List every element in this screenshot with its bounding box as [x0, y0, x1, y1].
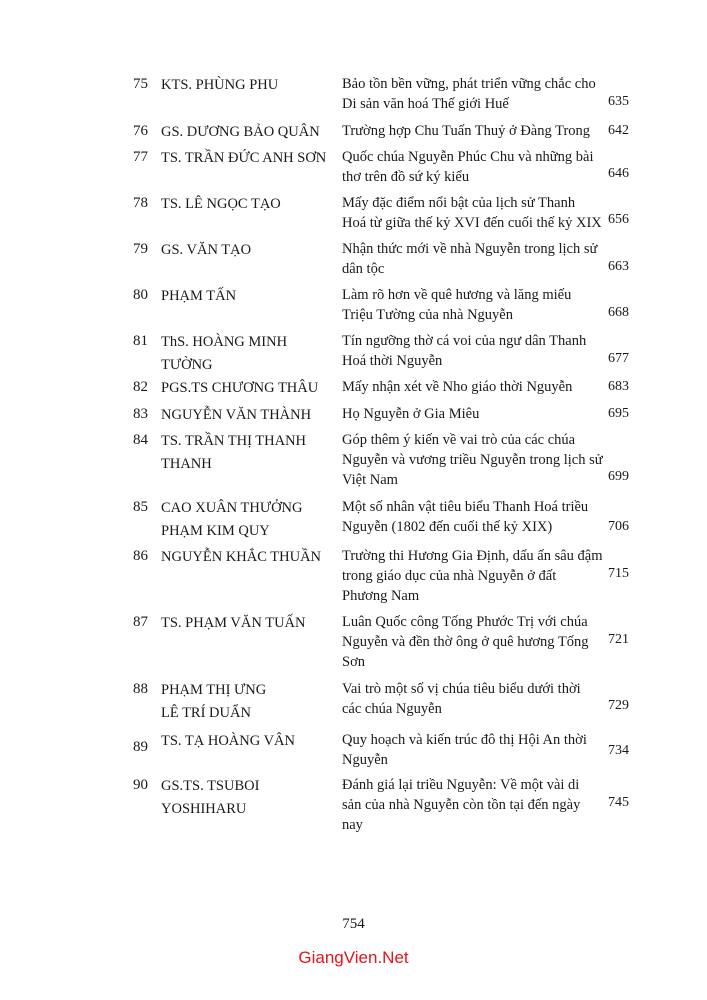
- entry-author: [161, 775, 331, 821]
- author-line: GS.TS. TSUBOI: [161, 778, 260, 794]
- title-line: Nhận thức mới về nhà Nguyễn trong lịch sử: [342, 241, 598, 257]
- entry-author: [161, 121, 331, 144]
- title-line: Nguyễn và vương triều Nguyễn trong lịch sử: [342, 452, 603, 468]
- entry-author: [161, 497, 331, 543]
- entry-number: 76: [133, 123, 148, 139]
- entry-page: 646: [608, 166, 629, 181]
- entry-title: [342, 679, 587, 719]
- entry-title: [342, 74, 596, 114]
- entry-title: [342, 285, 587, 325]
- entry-number: 86: [133, 548, 148, 564]
- title-line: Việt Nam: [342, 472, 398, 488]
- entry-title: [342, 497, 587, 537]
- entry-author: [161, 679, 331, 725]
- entry-page: 663: [608, 259, 629, 274]
- entry-title: [342, 612, 587, 672]
- title-line: Hoá từ giữa thế kỷ XVI đến cuối thế kỷ XIX: [342, 215, 602, 231]
- entry-number: 82: [133, 379, 148, 395]
- author-line: LÊ TRÍ DUẨN: [161, 705, 251, 721]
- title-line: Phương Nam: [342, 588, 420, 604]
- title-line: Quy hoạch và kiến trúc đô thị Hội An thời: [342, 732, 587, 748]
- author-line: PGS.TS CHƯƠNG THÂU: [161, 380, 319, 396]
- author-line: TS. PHẠM VĂN TUẤN: [161, 615, 306, 631]
- entry-number: 79: [133, 241, 148, 257]
- entry-page: 721: [608, 632, 629, 647]
- entry-author: [161, 730, 331, 753]
- entry-page: 677: [608, 351, 629, 366]
- title-line: Quốc chúa Nguyễn Phúc Chu và những bài: [342, 149, 594, 165]
- title-line: Di sản văn hoá Thế giới Huế: [342, 96, 509, 112]
- author-line: TS. TRẦN ĐỨC ANH SƠN: [161, 150, 327, 166]
- entry-number: 90: [133, 777, 148, 793]
- entry-author: [161, 285, 331, 308]
- author-line: PHẠM KIM QUY: [161, 523, 270, 539]
- title-line: Sơn: [342, 654, 365, 670]
- entry-title: [342, 147, 594, 187]
- entry-page: 642: [608, 123, 629, 138]
- entry-author: [161, 193, 331, 216]
- author-line: TS. TRẦN THỊ THANH: [161, 433, 307, 449]
- entry-author: [161, 430, 331, 476]
- author-line: TS. TẠ HOÀNG VÂN: [161, 733, 295, 749]
- entry-number: 83: [133, 406, 148, 422]
- author-line: TS. LÊ NGỌC TẠO: [161, 196, 281, 212]
- title-line: Trường thi Hương Gia Định, dấu ấn sâu đậm: [342, 548, 603, 564]
- author-line: KTS. PHÙNG PHU: [161, 77, 279, 93]
- entry-page: 656: [608, 212, 629, 227]
- entry-page: 715: [608, 566, 629, 581]
- entry-author: [161, 239, 331, 262]
- author-line: YOSHIHARU: [161, 801, 247, 817]
- author-line: TƯỜNG: [161, 357, 213, 373]
- entry-page: 734: [608, 743, 629, 758]
- entry-author: [161, 331, 331, 377]
- entry-number: 81: [133, 333, 148, 349]
- title-line: sản của nhà Nguyễn còn tồn tại đến ngày: [342, 797, 581, 813]
- author-line: PHẠM THỊ ƯNG: [161, 682, 267, 698]
- title-line: Bảo tồn bền vững, phát triển vững chắc cho: [342, 76, 596, 92]
- title-line: Làm rõ hơn về quê hương và lăng miếu: [342, 287, 572, 303]
- author-line: NGUYỄN VĂN THÀNH: [161, 407, 312, 423]
- title-line: thơ trên đồ sứ ký kiểu: [342, 169, 470, 185]
- entry-page: 635: [608, 94, 629, 109]
- title-line: Nguyễn và đền thờ ông ở quê hương Tống: [342, 634, 589, 650]
- entry-author: [161, 74, 331, 97]
- entry-page: 729: [608, 698, 629, 713]
- title-line: Góp thêm ý kiến về vai trò của các chúa: [342, 432, 576, 448]
- entry-page: 695: [608, 406, 629, 421]
- entry-author: [161, 377, 331, 400]
- entry-title: [342, 775, 587, 835]
- entry-number: 75: [133, 76, 148, 92]
- author-line: THANH: [161, 456, 212, 472]
- author-line: PHẠM TẤN: [161, 288, 237, 304]
- entry-number: 84: [133, 432, 148, 448]
- title-line: Luân Quốc công Tống Phước Trị với chúa: [342, 614, 588, 630]
- author-line: GS. DƯƠNG BẢO QUÂN: [161, 124, 320, 140]
- entry-author: [161, 612, 331, 635]
- title-line: Triệu Tường của nhà Nguyễn: [342, 307, 513, 323]
- entry-title: [342, 546, 603, 606]
- entry-page: 745: [608, 795, 629, 810]
- title-line: Mấy đặc điểm nổi bật của lịch sử Thanh: [342, 195, 576, 211]
- entry-author: [161, 546, 331, 569]
- title-line: Tín ngưỡng thờ cá voi của ngư dân Thanh: [342, 333, 587, 349]
- author-line: CAO XUÂN THƯỞNG: [161, 500, 303, 516]
- entry-page: 683: [608, 379, 629, 394]
- title-line: Hoá thời Nguyễn: [342, 353, 443, 369]
- entry-title: [342, 404, 587, 424]
- entry-number: 80: [133, 287, 148, 303]
- entry-number: 89: [133, 739, 148, 755]
- author-line: GS. VĂN TẠO: [161, 242, 252, 258]
- entry-page: 668: [608, 305, 629, 320]
- entry-number: 85: [133, 499, 148, 515]
- page-number: 754: [342, 916, 365, 932]
- author-line: ThS. HOÀNG MINH: [161, 334, 288, 350]
- entry-page: 706: [608, 519, 629, 534]
- entry-title: [342, 430, 603, 490]
- title-line: nay: [342, 817, 363, 833]
- entry-author: [161, 147, 331, 170]
- title-line: các chúa Nguyễn: [342, 701, 442, 717]
- title-line: Họ Nguyễn ở Gia Miêu: [342, 406, 480, 422]
- title-line: Trường hợp Chu Tuấn Thuỷ ở Đàng Trong: [342, 123, 591, 139]
- title-line: Nguyễn: [342, 752, 388, 768]
- entry-number: 88: [133, 681, 148, 697]
- entry-title: [342, 331, 587, 371]
- title-line: Đánh giá lại triều Nguyễn: Về một vài di: [342, 777, 580, 793]
- entry-page: 699: [608, 469, 629, 484]
- entry-title: [342, 239, 598, 279]
- entry-title: [342, 377, 587, 397]
- title-line: Một số nhân vật tiêu biểu Thanh Hoá triều: [342, 499, 589, 515]
- entry-number: 77: [133, 149, 148, 165]
- entry-number: 78: [133, 195, 148, 211]
- entry-title: [342, 730, 587, 770]
- entry-title: [342, 193, 602, 233]
- entry-title: [342, 121, 591, 141]
- entry-number: 87: [133, 614, 148, 630]
- title-line: Nguyễn (1802 đến cuối thế kỷ XIX): [342, 519, 553, 535]
- watermark: GiangVien.Net: [298, 948, 409, 967]
- title-line: Vai trò một số vị chúa tiêu biểu dưới thời: [342, 681, 581, 697]
- title-line: dân tộc: [342, 261, 385, 277]
- title-line: trong giáo dục của nhà Nguyễn ở đất: [342, 568, 557, 584]
- entry-author: [161, 404, 331, 427]
- author-line: NGUYỄN KHẮC THUẦN: [161, 549, 322, 565]
- title-line: Mấy nhận xét về Nho giáo thời Nguyễn: [342, 379, 573, 395]
